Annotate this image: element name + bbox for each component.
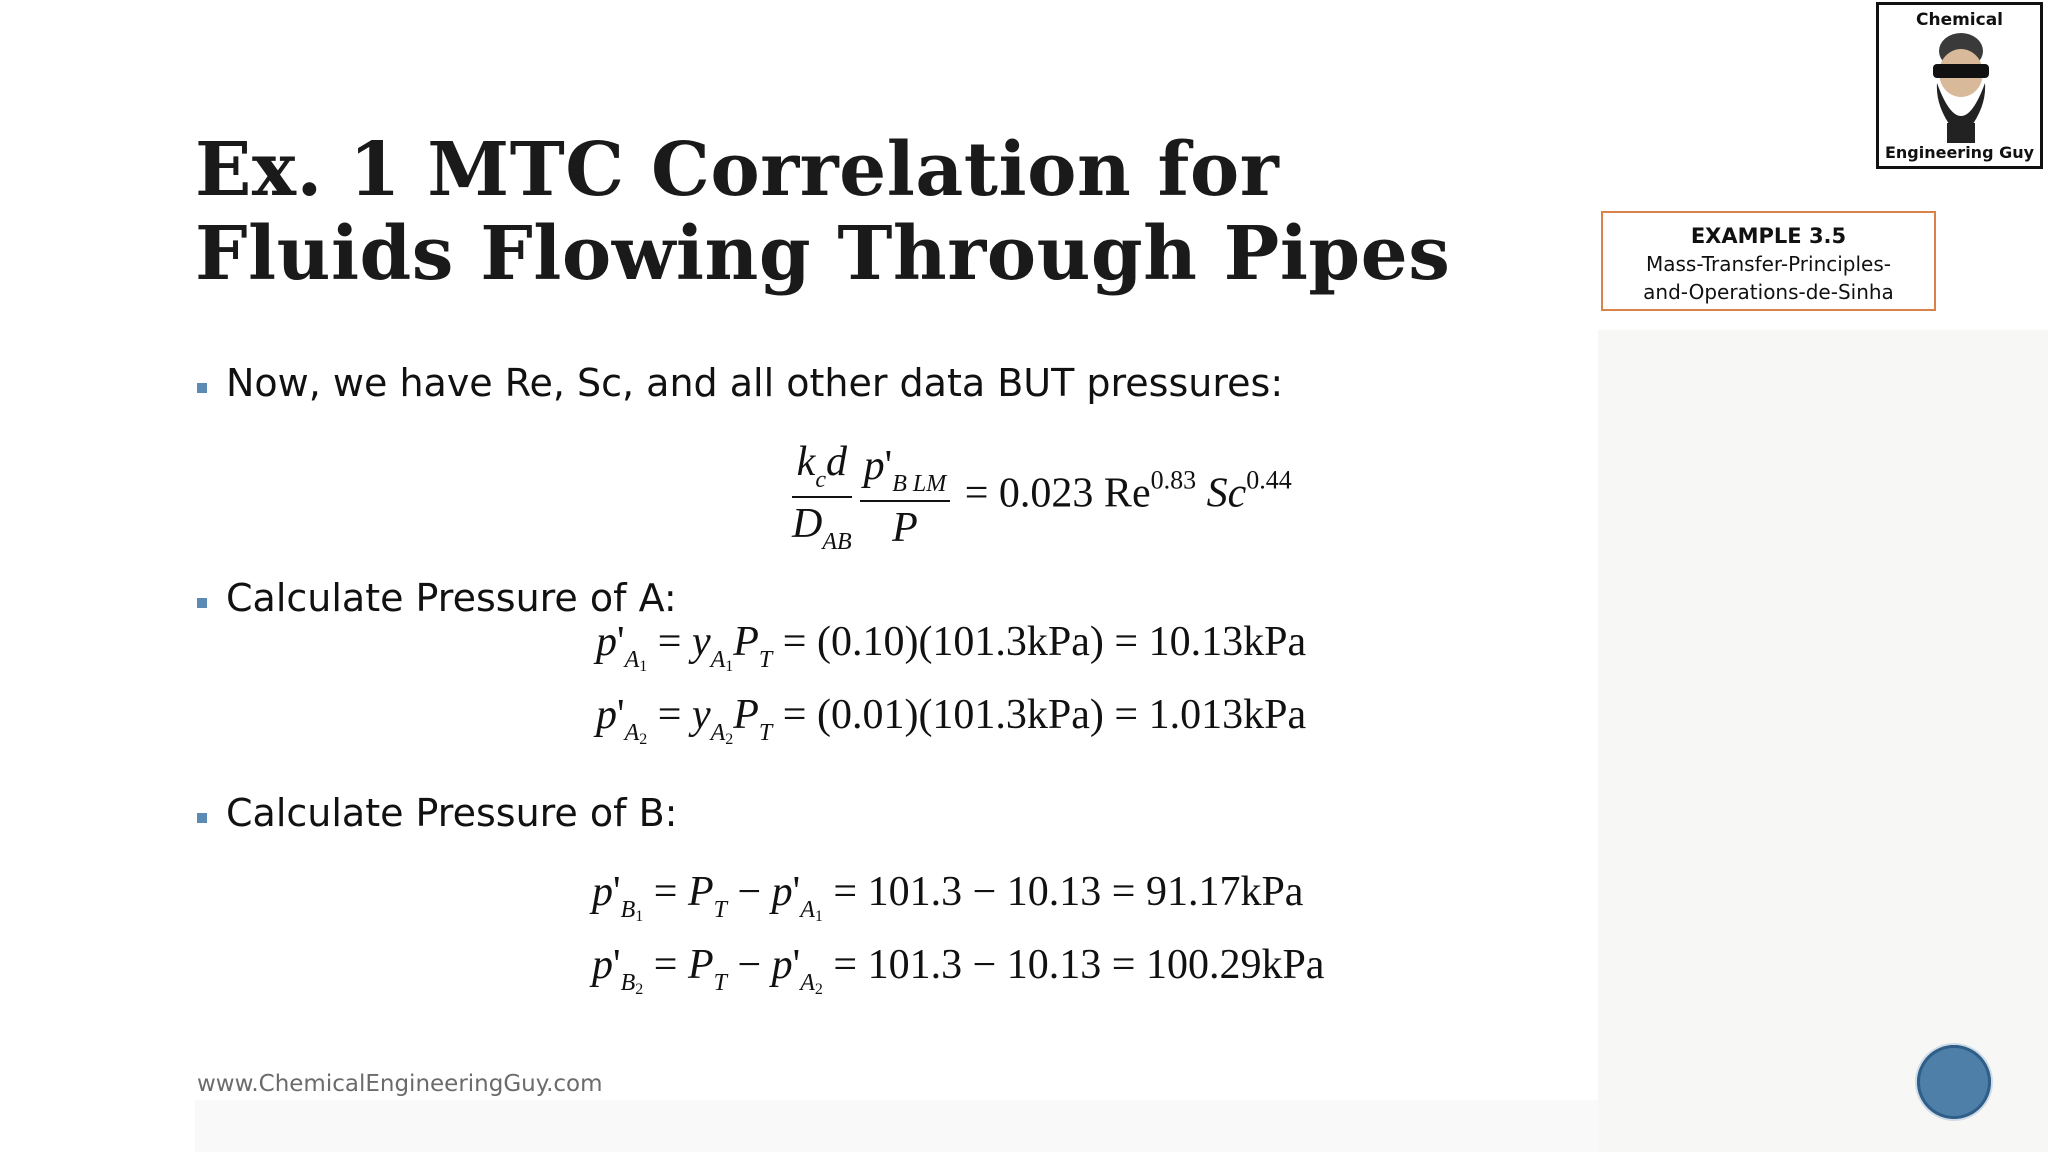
title-line-1: Ex. 1 MTC Correlation for [195, 127, 1280, 213]
equation-pb1: $p'_{B_1} = P_T - p'_{A_1} = 101.3 - 10.13 = 91.17kPa$ [592, 869, 1304, 925]
equation-pa2: $p'_{A_2} = y_{A_2}P_T = (0.01)(101.3kPa) = 1.013kPa$ [596, 692, 1307, 748]
title-line-2: Fluids Flowing Through Pipes [195, 211, 1451, 297]
sc-exponent: 0.44 [1246, 465, 1292, 495]
bullet-data: Now, we have Re, Sc, and all other data BUT pressures: [197, 361, 1283, 405]
pa2-result: = (0.01)(101.3kPa) = 1.013kPa [782, 692, 1307, 738]
slide-title [195, 128, 1450, 296]
reference-heading: EXAMPLE 3.5 [1690, 224, 1847, 248]
navigation-circle-button[interactable] [1917, 1045, 1991, 1119]
logo-bottom-text: Engineering Guy [1884, 143, 2035, 162]
re-exponent: 0.83 [1150, 465, 1197, 495]
reference-box [1601, 211, 1936, 311]
pa1-result: = (0.10)(101.3kPa) = 10.13kPa [782, 619, 1307, 665]
channel-logo [1876, 2, 2043, 169]
mtc-correlation-equation [788, 438, 1292, 556]
sc-symbol: Sc [1206, 470, 1247, 517]
pb2-result: = 101.3 − 10.13 = 100.29kPa [833, 942, 1325, 988]
bullet-pressure-a: Calculate Pressure of A: [197, 576, 677, 620]
reference-line-2: and-Operations-de-Sinha [1643, 280, 1894, 304]
reference-line-1: Mass-Transfer-Principles- [1646, 252, 1891, 276]
correlation-constant: = 0.023 Re [964, 470, 1151, 517]
pb1-result: = 101.3 − 10.13 = 91.17kPa [833, 869, 1304, 915]
right-side-panel [1598, 330, 2048, 1152]
bullet-pressure-b: Calculate Pressure of B: [197, 791, 677, 835]
bearded-man-icon [1927, 31, 1995, 143]
equation-pb2: $p'_{B_2} = P_T - p'_{A_2} = 101.3 - 10.13 = 100.29kPa$ [592, 942, 1325, 998]
equation-pa1: $p'_{A_1} = y_{A_1}P_T = (0.10)(101.3kPa) = 10.13kPa$ [596, 619, 1307, 675]
footer-band [195, 1100, 1598, 1152]
footer-url[interactable]: www.ChemicalEngineeringGuy.com [197, 1071, 603, 1097]
logo-top-text: Chemical [1915, 10, 2004, 30]
fraction-pblm-p: $\frac{p'_{B LM}}{P}$ [860, 442, 951, 552]
fraction-kcd-dab: $\frac{k_cd}{D_{AB}}$ [792, 439, 852, 555]
